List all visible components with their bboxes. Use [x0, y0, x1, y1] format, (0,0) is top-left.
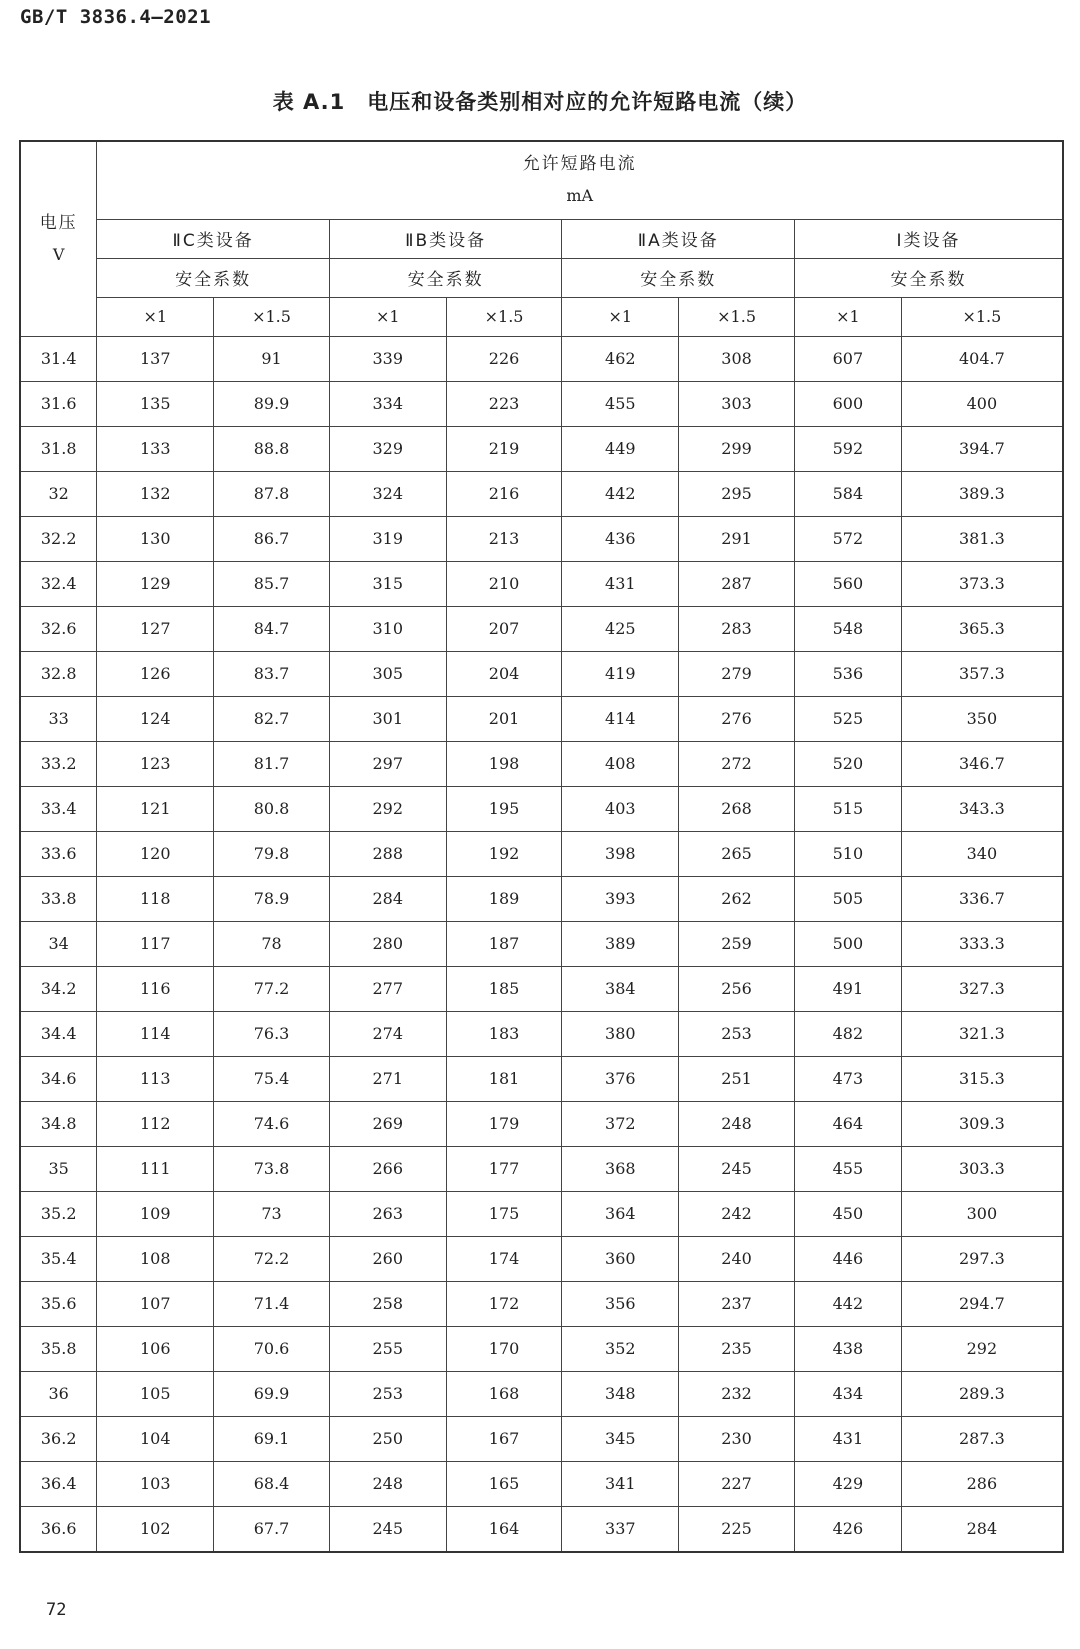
current-cell: 168: [446, 1371, 562, 1416]
table-row: [20, 876, 1063, 921]
current-cell: 455: [794, 1146, 901, 1191]
voltage-cell: 32.8: [20, 651, 97, 696]
current-cell: 356: [562, 1281, 679, 1326]
table-row: [20, 831, 1063, 876]
current-cell: 400: [901, 381, 1063, 426]
table-row: [20, 1236, 1063, 1281]
voltage-cell: 33.2: [20, 741, 97, 786]
voltage-cell: 35.2: [20, 1191, 97, 1236]
current-cell: 73.8: [214, 1146, 330, 1191]
table-row: [20, 1416, 1063, 1461]
current-cell: 268: [679, 786, 795, 831]
current-cell: 192: [446, 831, 562, 876]
voltage-cell: 36.6: [20, 1506, 97, 1552]
current-cell: 116: [97, 966, 214, 1011]
safety-factor-label: 安全系数: [562, 258, 795, 297]
current-cell: 297.3: [901, 1236, 1063, 1281]
current-cell: 341: [562, 1461, 679, 1506]
current-cell: 340: [901, 831, 1063, 876]
current-cell: 123: [97, 741, 214, 786]
current-cell: 381.3: [901, 516, 1063, 561]
current-cell: 429: [794, 1461, 901, 1506]
current-cell: 394.7: [901, 426, 1063, 471]
current-cell: 67.7: [214, 1506, 330, 1552]
current-cell: 389: [562, 921, 679, 966]
current-cell: 129: [97, 561, 214, 606]
current-cell: 301: [329, 696, 446, 741]
voltage-cell: 36.4: [20, 1461, 97, 1506]
current-cell: 289.3: [901, 1371, 1063, 1416]
current-cell: 121: [97, 786, 214, 831]
current-cell: 425: [562, 606, 679, 651]
table-row: [20, 966, 1063, 1011]
voltage-cell: 33.6: [20, 831, 97, 876]
current-cell: 91: [214, 336, 330, 381]
current-cell: 315: [329, 561, 446, 606]
current-cell: 292: [901, 1326, 1063, 1371]
current-cell: 109: [97, 1191, 214, 1236]
current-cell: 106: [97, 1326, 214, 1371]
current-cell: 398: [562, 831, 679, 876]
current-cell: 345: [562, 1416, 679, 1461]
current-cell: 274: [329, 1011, 446, 1056]
current-cell: 80.8: [214, 786, 330, 831]
current-cell: 232: [679, 1371, 795, 1416]
current-cell: 592: [794, 426, 901, 471]
current-cell: 82.7: [214, 696, 330, 741]
voltage-unit: V: [52, 244, 65, 264]
current-cell: 117: [97, 921, 214, 966]
current-cell: 337: [562, 1506, 679, 1552]
current-cell: 133: [97, 426, 214, 471]
current-cell: 172: [446, 1281, 562, 1326]
table-row: [20, 516, 1063, 561]
table-row: [20, 336, 1063, 381]
current-header: [97, 141, 1063, 219]
current-cell: 393: [562, 876, 679, 921]
current-cell: 181: [446, 1056, 562, 1101]
current-cell: 251: [679, 1056, 795, 1101]
current-cell: 280: [329, 921, 446, 966]
current-cell: 223: [446, 381, 562, 426]
current-unit: mA: [566, 186, 594, 206]
current-cell: 376: [562, 1056, 679, 1101]
current-cell: 334: [329, 381, 446, 426]
current-cell: 89.9: [214, 381, 330, 426]
current-cell: 277: [329, 966, 446, 1011]
current-cell: 299: [679, 426, 795, 471]
current-cell: 174: [446, 1236, 562, 1281]
current-cell: 104: [97, 1416, 214, 1461]
current-cell: 219: [446, 426, 562, 471]
current-cell: 384: [562, 966, 679, 1011]
current-cell: 179: [446, 1101, 562, 1146]
current-cell: 111: [97, 1146, 214, 1191]
current-cell: 297: [329, 741, 446, 786]
current-cell: 126: [97, 651, 214, 696]
current-cell: 265: [679, 831, 795, 876]
current-cell: 248: [679, 1101, 795, 1146]
current-cell: 86.7: [214, 516, 330, 561]
current-cell: 235: [679, 1326, 795, 1371]
current-cell: 216: [446, 471, 562, 516]
table-row: [20, 1101, 1063, 1146]
current-cell: 255: [329, 1326, 446, 1371]
current-cell: 292: [329, 786, 446, 831]
current-cell: 79.8: [214, 831, 330, 876]
table-title: 表 A.1 电压和设备类别相对应的允许短路电流（续）: [272, 90, 808, 114]
current-cell: 253: [329, 1371, 446, 1416]
table-row: [20, 1011, 1063, 1056]
current-cell: 365.3: [901, 606, 1063, 651]
current-cell: 271: [329, 1056, 446, 1101]
table-row: [20, 381, 1063, 426]
current-cell: 118: [97, 876, 214, 921]
current-cell: 515: [794, 786, 901, 831]
current-cell: 81.7: [214, 741, 330, 786]
current-cell: 372: [562, 1101, 679, 1146]
current-cell: 102: [97, 1506, 214, 1552]
current-cell: 431: [794, 1416, 901, 1461]
voltage-header: [20, 141, 97, 336]
current-cell: 73: [214, 1191, 330, 1236]
current-cell: 259: [679, 921, 795, 966]
current-cell: 76.3: [214, 1011, 330, 1056]
current-cell: 103: [97, 1461, 214, 1506]
current-cell: 83.7: [214, 651, 330, 696]
table-row: [20, 1191, 1063, 1236]
current-cell: 260: [329, 1236, 446, 1281]
voltage-cell: 33.8: [20, 876, 97, 921]
current-cell: 279: [679, 651, 795, 696]
current-cell: 266: [329, 1146, 446, 1191]
current-cell: 321.3: [901, 1011, 1063, 1056]
current-cell: 287.3: [901, 1416, 1063, 1461]
current-cell: 525: [794, 696, 901, 741]
table-row: [20, 786, 1063, 831]
current-cell: 167: [446, 1416, 562, 1461]
current-cell: 213: [446, 516, 562, 561]
current-cell: 350: [901, 696, 1063, 741]
current-cell: 287: [679, 561, 795, 606]
voltage-cell: 31.6: [20, 381, 97, 426]
current-cell: 132: [97, 471, 214, 516]
current-cell: 230: [679, 1416, 795, 1461]
current-cell: 137: [97, 336, 214, 381]
current-cell: 226: [446, 336, 562, 381]
current-cell: 389.3: [901, 471, 1063, 516]
current-cell: 449: [562, 426, 679, 471]
current-label: 允许短路电流: [522, 154, 637, 175]
current-cell: 72.2: [214, 1236, 330, 1281]
current-cell: 319: [329, 516, 446, 561]
current-cell: 408: [562, 741, 679, 786]
table-row: [20, 606, 1063, 651]
table-row: [20, 651, 1063, 696]
current-cell: 68.4: [214, 1461, 330, 1506]
voltage-cell: 33: [20, 696, 97, 741]
current-cell: 113: [97, 1056, 214, 1101]
current-cell: 414: [562, 696, 679, 741]
current-cell: 183: [446, 1011, 562, 1056]
voltage-cell: 35.6: [20, 1281, 97, 1326]
voltage-cell: 33.4: [20, 786, 97, 831]
current-cell: 482: [794, 1011, 901, 1056]
current-cell: 195: [446, 786, 562, 831]
current-cell: 77.2: [214, 966, 330, 1011]
current-cell: 127: [97, 606, 214, 651]
current-cell: 253: [679, 1011, 795, 1056]
current-cell: 269: [329, 1101, 446, 1146]
current-cell: 201: [446, 696, 562, 741]
current-cell: 431: [562, 561, 679, 606]
current-cell: 283: [679, 606, 795, 651]
current-cell: 455: [562, 381, 679, 426]
voltage-label: 电压: [39, 212, 78, 233]
table-row: [20, 1056, 1063, 1101]
current-cell: 357.3: [901, 651, 1063, 696]
current-cell: 114: [97, 1011, 214, 1056]
table-row: [20, 1506, 1063, 1552]
table-row: [20, 696, 1063, 741]
table-row: [20, 1371, 1063, 1416]
current-cell: 442: [562, 471, 679, 516]
current-cell: 510: [794, 831, 901, 876]
current-cell: 436: [562, 516, 679, 561]
current-cell: 272: [679, 741, 795, 786]
current-cell: 237: [679, 1281, 795, 1326]
current-cell: 85.7: [214, 561, 330, 606]
voltage-cell: 32.4: [20, 561, 97, 606]
current-cell: 258: [329, 1281, 446, 1326]
voltage-cell: 31.8: [20, 426, 97, 471]
current-cell: 177: [446, 1146, 562, 1191]
current-cell: 368: [562, 1146, 679, 1191]
current-cell: 310: [329, 606, 446, 651]
current-cell: 607: [794, 336, 901, 381]
current-cell: 426: [794, 1506, 901, 1552]
voltage-cell: 35.4: [20, 1236, 97, 1281]
current-cell: 309.3: [901, 1101, 1063, 1146]
current-cell: 207: [446, 606, 562, 651]
current-cell: 69.1: [214, 1416, 330, 1461]
current-cell: 262: [679, 876, 795, 921]
table-row: [20, 1461, 1063, 1506]
current-cell: 520: [794, 741, 901, 786]
safety-factor-header: ×1.5: [214, 297, 330, 336]
voltage-cell: 36.2: [20, 1416, 97, 1461]
safety-factor-label: 安全系数: [329, 258, 562, 297]
safety-factor-header: ×1: [562, 297, 679, 336]
current-cell: 327.3: [901, 966, 1063, 1011]
current-cell: 108: [97, 1236, 214, 1281]
voltage-cell: 32.2: [20, 516, 97, 561]
table-row: [20, 921, 1063, 966]
current-cell: 560: [794, 561, 901, 606]
current-cell: 112: [97, 1101, 214, 1146]
equipment-group-header: ⅡA类设备: [562, 219, 795, 258]
current-cell: 189: [446, 876, 562, 921]
current-cell: 438: [794, 1326, 901, 1371]
voltage-cell: 32: [20, 471, 97, 516]
voltage-cell: 35: [20, 1146, 97, 1191]
table-row: [20, 1146, 1063, 1191]
current-cell: 175: [446, 1191, 562, 1236]
safety-factor-header: ×1.5: [446, 297, 562, 336]
current-cell: 75.4: [214, 1056, 330, 1101]
standard-code: GB/T 3836.4—2021: [20, 6, 212, 28]
current-cell: 464: [794, 1101, 901, 1146]
safety-factor-label: 安全系数: [794, 258, 1063, 297]
table-row: [20, 426, 1063, 471]
current-cell: 120: [97, 831, 214, 876]
current-cell: 87.8: [214, 471, 330, 516]
current-cell: 324: [329, 471, 446, 516]
current-cell: 373.3: [901, 561, 1063, 606]
table-row: [20, 561, 1063, 606]
current-cell: 491: [794, 966, 901, 1011]
current-cell: 70.6: [214, 1326, 330, 1371]
current-cell: 419: [562, 651, 679, 696]
current-cell: 225: [679, 1506, 795, 1552]
current-cell: 286: [901, 1461, 1063, 1506]
current-cell: 210: [446, 561, 562, 606]
safety-factor-header: ×1.5: [901, 297, 1063, 336]
current-cell: 250: [329, 1416, 446, 1461]
current-cell: 242: [679, 1191, 795, 1236]
safety-factor-label: 安全系数: [97, 258, 330, 297]
current-cell: 84.7: [214, 606, 330, 651]
table-row: [20, 741, 1063, 786]
current-cell: 505: [794, 876, 901, 921]
equipment-group-header: Ⅰ类设备: [794, 219, 1063, 258]
current-cell: 548: [794, 606, 901, 651]
current-cell: 600: [794, 381, 901, 426]
current-cell: 303.3: [901, 1146, 1063, 1191]
current-cell: 71.4: [214, 1281, 330, 1326]
current-cell: 245: [329, 1506, 446, 1552]
safety-factor-header: ×1: [794, 297, 901, 336]
current-cell: 403: [562, 786, 679, 831]
current-cell: 584: [794, 471, 901, 516]
current-cell: 536: [794, 651, 901, 696]
current-cell: 462: [562, 336, 679, 381]
voltage-cell: 34: [20, 921, 97, 966]
current-cell: 130: [97, 516, 214, 561]
equipment-group-header: ⅡB类设备: [329, 219, 562, 258]
current-cell: 88.8: [214, 426, 330, 471]
current-cell: 294.7: [901, 1281, 1063, 1326]
current-cell: 364: [562, 1191, 679, 1236]
current-cell: 300: [901, 1191, 1063, 1236]
voltage-cell: 34.8: [20, 1101, 97, 1146]
safety-factor-header: ×1: [97, 297, 214, 336]
current-cell: 305: [329, 651, 446, 696]
current-cell: 284: [329, 876, 446, 921]
current-cell: 352: [562, 1326, 679, 1371]
current-cell: 284: [901, 1506, 1063, 1552]
current-cell: 276: [679, 696, 795, 741]
current-cell: 107: [97, 1281, 214, 1326]
table-row: [20, 471, 1063, 516]
safety-factor-header: ×1.5: [679, 297, 795, 336]
voltage-cell: 34.6: [20, 1056, 97, 1101]
current-cell: 245: [679, 1146, 795, 1191]
current-cell: 69.9: [214, 1371, 330, 1416]
current-cell: 291: [679, 516, 795, 561]
current-cell: 303: [679, 381, 795, 426]
current-cell: 198: [446, 741, 562, 786]
current-cell: 329: [329, 426, 446, 471]
current-cell: 348: [562, 1371, 679, 1416]
current-cell: 333.3: [901, 921, 1063, 966]
current-cell: 308: [679, 336, 795, 381]
current-cell: 204: [446, 651, 562, 696]
current-cell: 315.3: [901, 1056, 1063, 1101]
voltage-cell: 35.8: [20, 1326, 97, 1371]
current-cell: 572: [794, 516, 901, 561]
current-cell: 78.9: [214, 876, 330, 921]
voltage-cell: 31.4: [20, 336, 97, 381]
current-cell: 165: [446, 1461, 562, 1506]
safety-factor-header: ×1: [329, 297, 446, 336]
current-cell: 473: [794, 1056, 901, 1101]
current-cell: 346.7: [901, 741, 1063, 786]
current-cell: 164: [446, 1506, 562, 1552]
current-cell: 105: [97, 1371, 214, 1416]
table-row: [20, 1281, 1063, 1326]
current-cell: 450: [794, 1191, 901, 1236]
page-number: 72: [46, 1600, 67, 1620]
current-cell: 240: [679, 1236, 795, 1281]
current-cell: 446: [794, 1236, 901, 1281]
current-cell: 263: [329, 1191, 446, 1236]
current-cell: 185: [446, 966, 562, 1011]
current-cell: 442: [794, 1281, 901, 1326]
current-cell: 380: [562, 1011, 679, 1056]
current-cell: 336.7: [901, 876, 1063, 921]
current-cell: 343.3: [901, 786, 1063, 831]
current-cell: 360: [562, 1236, 679, 1281]
current-cell: 434: [794, 1371, 901, 1416]
current-cell: 256: [679, 966, 795, 1011]
current-cell: 187: [446, 921, 562, 966]
current-table: [19, 140, 1064, 1553]
current-cell: 78: [214, 921, 330, 966]
table-row: [20, 1326, 1063, 1371]
current-cell: 135: [97, 381, 214, 426]
current-cell: 339: [329, 336, 446, 381]
voltage-cell: 34.2: [20, 966, 97, 1011]
current-cell: 288: [329, 831, 446, 876]
current-cell: 227: [679, 1461, 795, 1506]
voltage-cell: 32.6: [20, 606, 97, 651]
current-cell: 170: [446, 1326, 562, 1371]
voltage-cell: 36: [20, 1371, 97, 1416]
equipment-group-header: ⅡC类设备: [97, 219, 330, 258]
current-cell: 248: [329, 1461, 446, 1506]
voltage-cell: 34.4: [20, 1011, 97, 1056]
current-cell: 295: [679, 471, 795, 516]
current-cell: 500: [794, 921, 901, 966]
current-cell: 404.7: [901, 336, 1063, 381]
current-cell: 74.6: [214, 1101, 330, 1146]
current-cell: 124: [97, 696, 214, 741]
